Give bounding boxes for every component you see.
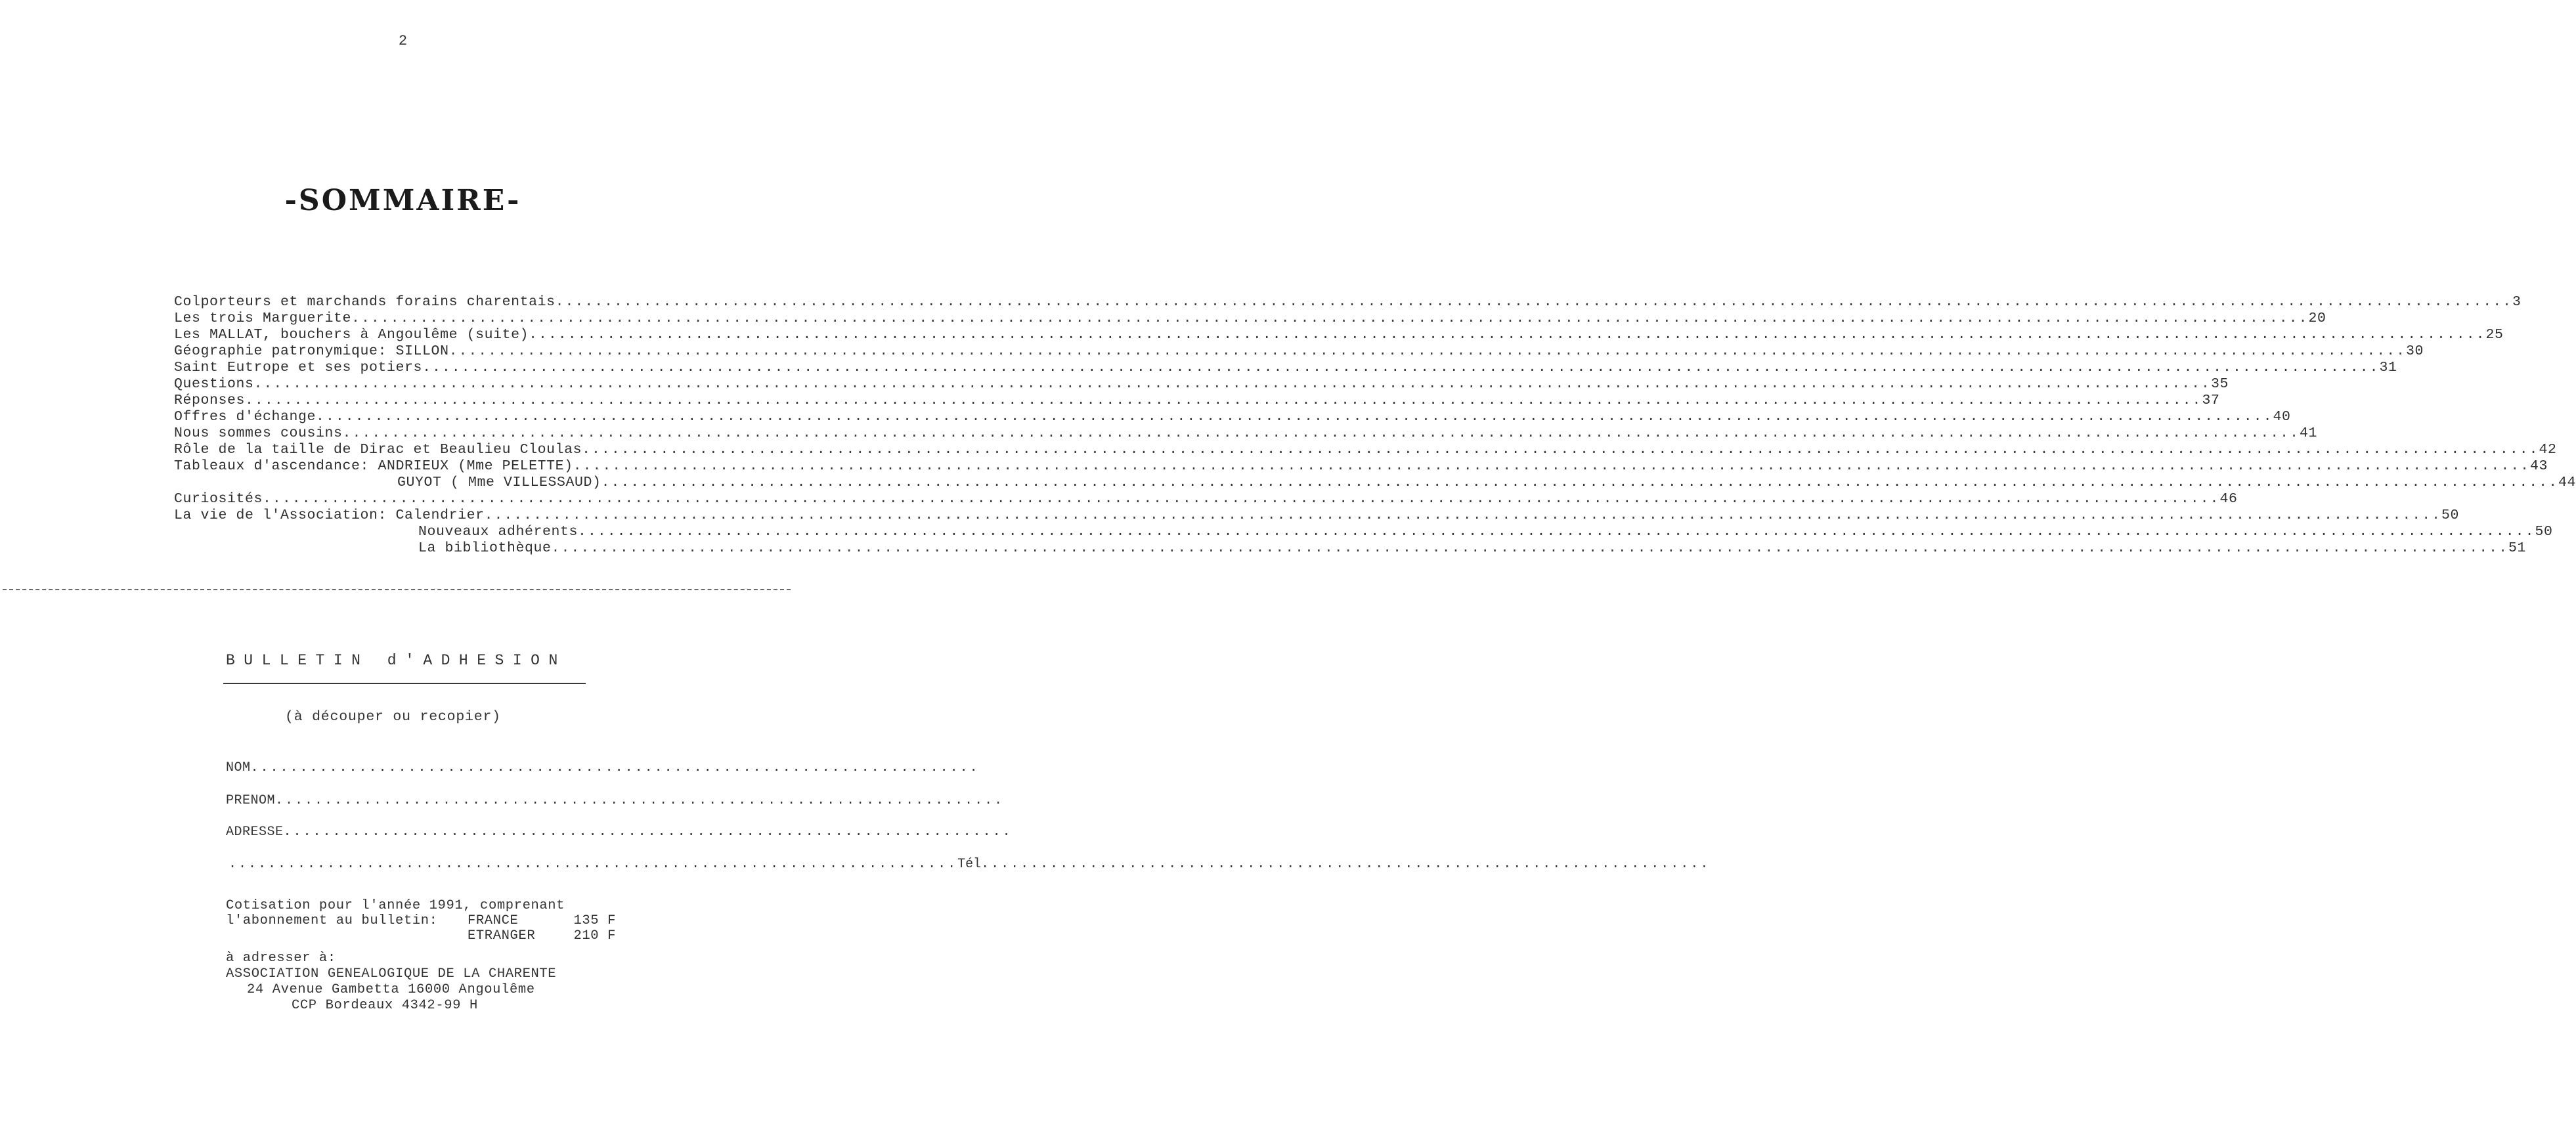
toc-entry-title: La bibliothèque: [418, 540, 552, 556]
prenom-dots: ..........................................................................: [275, 793, 1005, 808]
address-line-dots: ..........................................................................: [229, 857, 958, 872]
toc-entry-page: 30: [2406, 343, 2424, 359]
toc-entry-title: Nouveaux adhérents: [418, 524, 579, 540]
toc-entry-title: Les trois Marguerite: [174, 311, 352, 326]
toc-row: [174, 425, 2317, 442]
france-label: FRANCE: [468, 913, 519, 928]
toc-entry-page: 40: [2273, 409, 2291, 425]
toc-leader-dots: ........................................................................................................................................................................................................: [578, 524, 2535, 540]
toc-row: [174, 524, 2553, 540]
toc-entry-title: Réponses: [174, 393, 246, 408]
etranger-amount: 210 F: [573, 928, 616, 943]
toc-leader-dots: ........................................................................................................................................................................................................: [316, 409, 2273, 425]
toc-leader-dots: ........................................................................................................................................................................................................: [253, 376, 2211, 392]
cotisation-france-row: [226, 913, 616, 928]
toc-leader-dots: ........................................................................................................................................................................................................: [342, 425, 2300, 441]
bulletin-title: BULLETIN d'ADHESION: [226, 652, 567, 669]
toc-row: [174, 491, 2238, 507]
toc-entry-page: 51: [2508, 540, 2526, 556]
prenom-label: PRENOM: [226, 793, 276, 808]
address-ccp: CCP Bordeaux 4342-99 H: [292, 998, 478, 1013]
toc-entry-page: 44: [2558, 475, 2576, 490]
toc-entry-page: 50: [2535, 524, 2553, 540]
toc-entry-title: Offres d'échange: [174, 409, 317, 425]
toc-entry-page: 43: [2530, 458, 2548, 474]
nom-label: NOM: [226, 760, 251, 775]
adresse-label: ADRESSE: [226, 825, 284, 840]
toc-leader-dots: ........................................................................................................................................................................................................: [551, 540, 2508, 556]
table-of-contents: [174, 294, 2576, 557]
toc-entry-title: Colporteurs et marchands forains charentais: [174, 294, 556, 310]
toc-entry-page: 42: [2539, 442, 2557, 458]
toc-entry-title: Tableaux d'ascendance: ANDRIEUX (Mme PELETTE): [174, 458, 573, 474]
toc-row: [174, 393, 2220, 409]
address-intro: à adresser à:: [226, 951, 336, 966]
toc-entry-title: Géographie patronymique: SILLON: [174, 343, 449, 359]
toc-entry-page: 35: [2210, 376, 2229, 392]
france-amount: 135 F: [573, 913, 616, 928]
toc-leader-dots: ........................................................................................................................................................................................................: [582, 442, 2539, 458]
toc-leader-dots: ........................................................................................................................................................................................................: [555, 294, 2513, 310]
toc-entry-page: 46: [2219, 491, 2238, 507]
toc-leader-dots: ........................................................................................................................................................................................................: [351, 311, 2309, 326]
cotisation-block: [226, 898, 620, 943]
toc-entry-title: Rôle de la taille de Dirac et Beaulieu Cloulas: [174, 442, 582, 458]
toc-entry-page: 50: [2441, 507, 2460, 523]
tel-dots: ..........................................................................: [981, 857, 1711, 872]
toc-entry-title: Saint Eutrope et ses potiers: [174, 360, 423, 376]
toc-entry-page: 3: [2512, 294, 2521, 310]
toc-entry-title: Curiosités: [174, 491, 263, 507]
page-number: 2: [398, 33, 408, 49]
toc-entry-title: GUYOT ( Mme VILLESSAUD): [397, 475, 601, 490]
toc-row: [174, 507, 2460, 524]
toc-leader-dots: ........................................................................................................................................................................................................: [484, 507, 2441, 523]
toc-row: [174, 475, 2576, 491]
adresse-dots: ..........................................................................: [283, 825, 1013, 840]
toc-entry-page: 20: [2308, 311, 2326, 326]
toc-entry-page: 31: [2379, 360, 2397, 376]
toc-row: [174, 458, 2548, 475]
toc-entry-page: 37: [2202, 393, 2220, 408]
toc-row: [174, 360, 2397, 376]
toc-entry-title: Nous sommes cousins: [174, 425, 343, 441]
bulletin-subtitle: (à découper ou recopier): [285, 709, 501, 725]
toc-leader-dots: ........................................................................................................................................................................................................: [573, 458, 2531, 474]
toc-leader-dots: ........................................................................................................................................................................................................: [263, 491, 2220, 507]
address-org: ASSOCIATION GENEALOGIQUE DE LA CHARENTE: [226, 966, 557, 981]
toc-row: [174, 343, 2424, 360]
toc-entry-title: Les MALLAT, bouchers à Angoulême (suite): [174, 327, 529, 343]
address-street: 24 Avenue Gambetta 16000 Angoulême: [247, 982, 535, 997]
toc-row: [174, 294, 2521, 311]
toc-entry-title: La vie de l'Association: Calendrier: [174, 507, 485, 523]
toc-leader-dots: ........................................................................................................................................................................................................: [601, 475, 2558, 490]
toc-row: [174, 311, 2326, 327]
tel-label: Tél: [957, 857, 982, 872]
toc-leader-dots: ........................................................................................................................................................................................................: [448, 343, 2406, 359]
adresse-field: [226, 825, 1013, 840]
toc-row: [174, 409, 2291, 425]
toc-entry-page: 25: [2485, 327, 2504, 343]
toc-row: [174, 327, 2504, 343]
prenom-field: [226, 793, 1005, 808]
nom-dots: ..........................................................................: [250, 760, 980, 775]
toc-leader-dots: ........................................................................................................................................................................................................: [245, 393, 2202, 408]
cotisation-line-2: l'abonnement au bulletin:: [226, 913, 438, 928]
cut-line-divider: [3, 589, 791, 590]
tel-field: [229, 857, 1711, 872]
address-block: [226, 951, 633, 1014]
toc-row: [174, 376, 2229, 393]
toc-leader-dots: ........................................................................................................................................................................................................: [529, 327, 2486, 343]
toc-row: [174, 442, 2557, 458]
toc-leader-dots: ........................................................................................................................................................................................................: [422, 360, 2380, 376]
etranger-label: ETRANGER: [468, 928, 536, 943]
toc-entry-page: 41: [2299, 425, 2317, 441]
page-title: -SOMMAIRE-: [284, 184, 521, 217]
bulletin-title-underline: [223, 683, 586, 684]
toc-row: [174, 540, 2526, 557]
nom-field: [226, 760, 980, 775]
toc-entry-title: Questions: [174, 376, 254, 392]
cotisation-line-1: Cotisation pour l'année 1991, comprenant: [226, 898, 565, 913]
cotisation-etranger-row: [226, 928, 616, 943]
